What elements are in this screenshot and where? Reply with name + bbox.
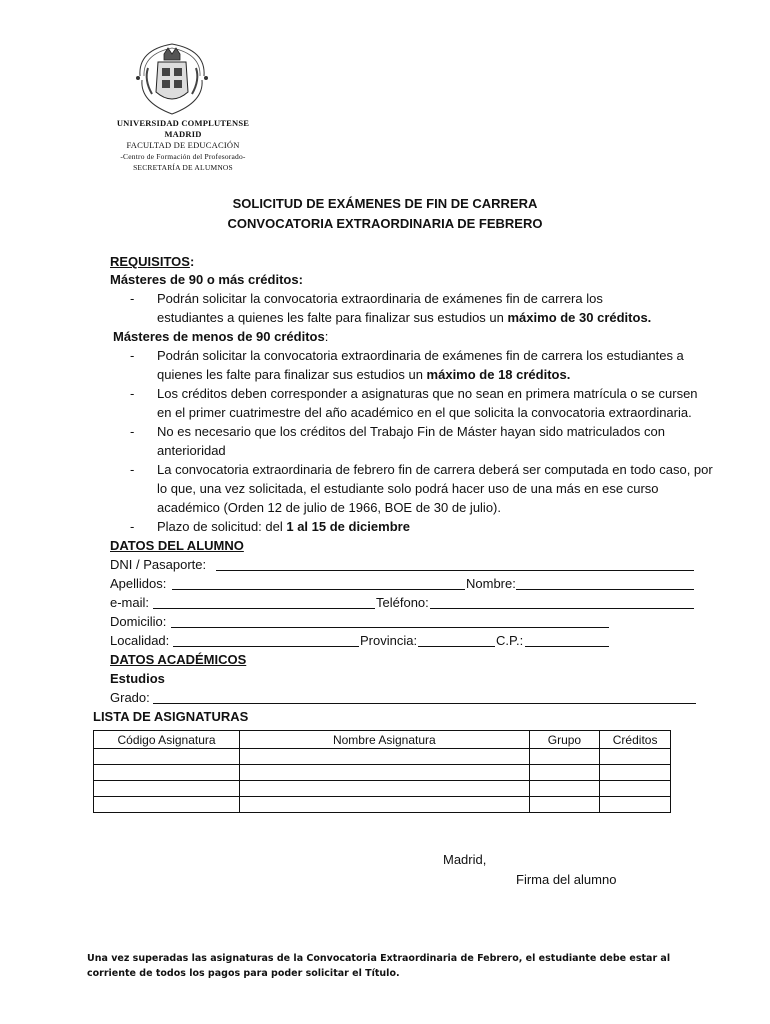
- apellidos-label: Apellidos:: [110, 576, 167, 591]
- table-cell[interactable]: [240, 749, 530, 765]
- localidad-input-line[interactable]: [173, 646, 359, 647]
- table-cell[interactable]: [600, 781, 671, 797]
- institution-line-city: MADRID: [164, 129, 202, 139]
- g2-item4-line1: La convocatoria extraordinaria de febrero fin de carrera deberá ser computada en todo caso, por: [157, 462, 713, 477]
- table-cell[interactable]: [94, 765, 240, 781]
- provincia-input-line[interactable]: [418, 646, 495, 647]
- institution-line-university: UNIVERSIDAD COMPLUTENSE: [116, 118, 250, 128]
- bullet-dash: -: [130, 291, 135, 306]
- table-row: [94, 749, 671, 765]
- g2-item4-line3: académico (Orden 12 de julio de 1966, BOE de 30 de julio).: [157, 500, 501, 515]
- bullet-dash: -: [130, 386, 135, 401]
- table-cell[interactable]: [94, 749, 240, 765]
- table-cell[interactable]: [529, 749, 600, 765]
- localidad-label: Localidad:: [110, 633, 170, 648]
- dni-label: DNI / Pasaporte:: [110, 557, 207, 572]
- institution-line-secretary: SECRETARÍA DE ALUMNOS: [133, 163, 233, 172]
- provincia-label: Provincia:: [360, 633, 418, 648]
- table-cell[interactable]: [600, 797, 671, 813]
- requisitos-group2-heading: Másteres de menos de 90 créditos:: [113, 329, 329, 344]
- telefono-input-line[interactable]: [430, 608, 694, 609]
- institution-line-faculty: FACULTAD DE EDUCACIÓN: [126, 140, 240, 150]
- table-cell[interactable]: [600, 749, 671, 765]
- g2-item5-plazo: Plazo de solicitud: del 1 al 15 de diciembre: [157, 519, 410, 534]
- asignaturas-table: [93, 730, 671, 813]
- col-codigo-header: Código Asignatura: [94, 731, 240, 749]
- g2-item4-line2: lo que, una vez solicitada, el estudiante solo podrá hacer uso de una más en ese curso: [157, 481, 659, 496]
- g2-item1-line2: quienes les falte para finalizar sus estudios un máximo de 18 créditos.: [157, 367, 571, 382]
- col-nombre-header: Nombre Asignatura: [240, 731, 530, 749]
- datos-academicos-heading: DATOS ACADÉMICOS: [110, 652, 247, 667]
- university-seal-logo: [130, 40, 215, 118]
- table-header-row: [94, 731, 671, 749]
- document-title-line1: SOLICITUD DE EXÁMENES DE FIN DE CARRERA: [232, 196, 538, 211]
- g1-item1-line1: Podrán solicitar la convocatoria extraordinaria de exámenes fin de carrera los: [157, 291, 603, 306]
- table-cell[interactable]: [94, 797, 240, 813]
- apellidos-input-line[interactable]: [172, 589, 465, 590]
- g2-item1-line1: Podrán solicitar la convocatoria extraordinaria de exámenes fin de carrera los estudiantes a: [157, 348, 684, 363]
- dni-input-line[interactable]: [216, 570, 694, 571]
- table-row: [94, 781, 671, 797]
- cp-label: C.P.:: [496, 633, 524, 648]
- grado-label: Grado:: [110, 690, 150, 705]
- bullet-dash: -: [130, 519, 135, 534]
- datos-alumno-heading: DATOS DEL ALUMNO: [110, 538, 244, 553]
- table-cell[interactable]: [94, 781, 240, 797]
- table-row: [94, 765, 671, 781]
- table-cell[interactable]: [529, 797, 600, 813]
- bullet-dash: -: [130, 462, 135, 477]
- domicilio-label: Domicilio:: [110, 614, 167, 629]
- footer-note: Una vez superadas las asignaturas de la Convocatoria Extraordinaria de Febrero, el estudiante debe estar al corriente de todos los pagos para poder solicitar el Título.: [87, 953, 671, 979]
- nombre-label: Nombre:: [466, 576, 516, 591]
- table-cell[interactable]: [240, 781, 530, 797]
- signature-label[interactable]: Firma del alumno: [516, 872, 617, 887]
- estudios-label: Estudios: [110, 671, 165, 686]
- col-grupo-header: Grupo: [529, 731, 600, 749]
- table-cell[interactable]: [529, 765, 600, 781]
- bullet-dash: -: [130, 424, 135, 439]
- cp-input-line[interactable]: [525, 646, 609, 647]
- email-input-line[interactable]: [153, 608, 375, 609]
- table-row: [94, 797, 671, 813]
- email-label: e-mail:: [110, 595, 150, 610]
- telefono-label: Teléfono:: [376, 595, 429, 610]
- g2-item3-line1: No es necesario que los créditos del Trabajo Fin de Máster hayan sido matriculados con: [157, 424, 665, 439]
- place-label: Madrid,: [443, 852, 487, 867]
- g1-item1-line2: estudiantes a quienes les falte para finalizar sus estudios un máximo de 30 créditos.: [157, 310, 652, 325]
- table-cell[interactable]: [240, 765, 530, 781]
- bullet-dash: -: [130, 348, 135, 363]
- nombre-input-line[interactable]: [516, 589, 694, 590]
- requisitos-group1-heading: Másteres de 90 o más créditos:: [110, 272, 303, 287]
- grado-input-line[interactable]: [153, 703, 696, 704]
- table-cell[interactable]: [600, 765, 671, 781]
- table-cell[interactable]: [240, 797, 530, 813]
- institution-line-centre: -Centro de Formación del Profesorado-: [120, 152, 246, 161]
- domicilio-input-line[interactable]: [171, 627, 609, 628]
- g2-item2-line1: Los créditos deben corresponder a asignaturas que no sean en primera matrícula o se cursen: [157, 386, 698, 401]
- document-title-line2: CONVOCATORIA EXTRAORDINARIA DE FEBRERO: [227, 216, 543, 231]
- lista-asignaturas-heading: LISTA DE ASIGNATURAS: [93, 709, 249, 724]
- col-creditos-header: Créditos: [600, 731, 671, 749]
- requisitos-heading: REQUISITOS:: [110, 254, 195, 269]
- table-cell[interactable]: [529, 781, 600, 797]
- g2-item3-line2: anterioridad: [157, 443, 226, 458]
- institution-block: [108, 118, 258, 173]
- g2-item2-line2: en el primer cuatrimestre del año académico en el que solicita la convocatoria extraordinaria.: [157, 405, 692, 420]
